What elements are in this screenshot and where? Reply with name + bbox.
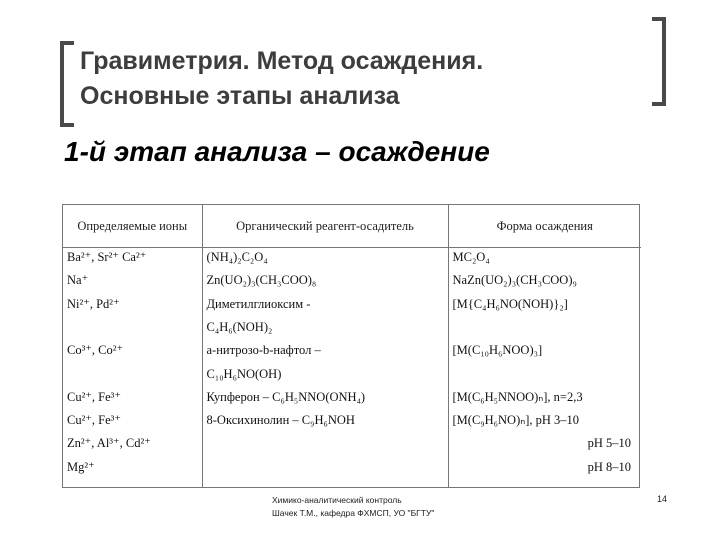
cell-form: [448, 365, 641, 388]
cell-form: [M(C₆H₅NNOO)ₙ], n=2,3: [452, 389, 583, 404]
spacer-cell: [448, 481, 641, 487]
left-bracket-decoration: [60, 41, 74, 127]
cell-ions: Co³⁺, Co²⁺: [63, 341, 202, 364]
right-bracket-decoration: [652, 17, 666, 106]
cell-reagent: C₁₀H₆NO(OH): [202, 365, 448, 388]
spacer-cell: [63, 481, 202, 487]
table-row: [63, 365, 641, 388]
cell-ions: Mg²⁺: [63, 458, 202, 481]
table-row: [63, 318, 641, 341]
cell-ions: Cu²⁺, Fe³⁺: [63, 411, 202, 434]
cell-form: pH 8–10: [587, 459, 631, 474]
cell-form: MC₂O₄: [452, 250, 490, 264]
cell-reagent: Диметилглиоксим -: [202, 295, 448, 318]
table-row: [63, 458, 641, 481]
title-line-1: Гравиметрия. Метод осаждения.: [80, 47, 484, 75]
cell-reagent: (NH₄)₂C₂O₄: [202, 248, 448, 272]
cell-form: [448, 318, 641, 341]
table-row: [63, 341, 641, 364]
footer-line-1: Химико-аналитический контроль: [272, 495, 402, 505]
cell-ions: [63, 318, 202, 341]
table-row: [63, 295, 641, 318]
footer-line-2: Шачек Т.М., кафедра ФХМСП, УО "БГТУ": [272, 508, 435, 518]
cell-ions: [63, 365, 202, 388]
cell-form: [M{C₄H₆NO(NOH)}₂]: [452, 296, 568, 311]
header-ions: Определяемые ионы: [63, 205, 202, 248]
cell-form: NaZn(UO₂)₃(CH₃COO)₉: [452, 273, 577, 288]
table-header-row: [63, 205, 641, 248]
table-row: [63, 388, 641, 411]
cell-reagent: Купферон – C₆H₅NNO(ONH₄): [202, 388, 448, 411]
title-line-2: Основные этапы анализа: [80, 82, 400, 110]
cell-ions: Cu²⁺, Fe³⁺: [63, 388, 202, 411]
page-number: 14: [657, 494, 668, 504]
cell-ions: Ba²⁺, Sr²⁺ Ca²⁺: [63, 248, 202, 272]
cell-reagent: Zn(UO₂)₃(CH₃COO)₈: [202, 271, 448, 294]
cell-reagent: C₄H₆(NOH)₂: [202, 318, 448, 341]
header-form: Форма осаждения: [448, 205, 641, 248]
table-row: [63, 411, 641, 434]
cell-form: [M(C₁₀H₆NOO)₃]: [452, 343, 543, 358]
table-row: [63, 248, 641, 272]
cell-ions: Ni²⁺, Pd²⁺: [63, 295, 202, 318]
slide-title: [80, 44, 483, 114]
table-row: [63, 271, 641, 294]
header-reagent: Органический реагент-осадитель: [202, 205, 448, 248]
cell-reagent: [202, 458, 448, 481]
cell-form: pH 5–10: [587, 436, 631, 451]
footer-credits: [272, 494, 434, 520]
cell-reagent: 8-Оксихинолин – C₉H₆NOH: [202, 411, 448, 434]
slide-subtitle: 1-й этап анализа – осаждение: [64, 136, 490, 167]
cell-reagent: [202, 434, 448, 457]
precipitation-table: [62, 204, 640, 488]
table-row: [63, 434, 641, 457]
cell-ions: Zn²⁺, Al³⁺, Cd²⁺: [63, 434, 202, 457]
cell-form: [M(C₉H₆NO)ₙ], pH 3–10: [452, 413, 580, 428]
cell-ions: Na⁺: [63, 271, 202, 294]
spacer-cell: [202, 481, 448, 487]
cell-reagent: а-нитрозо-b-нафтол –: [202, 341, 448, 364]
table-spacer-row: [63, 481, 641, 487]
